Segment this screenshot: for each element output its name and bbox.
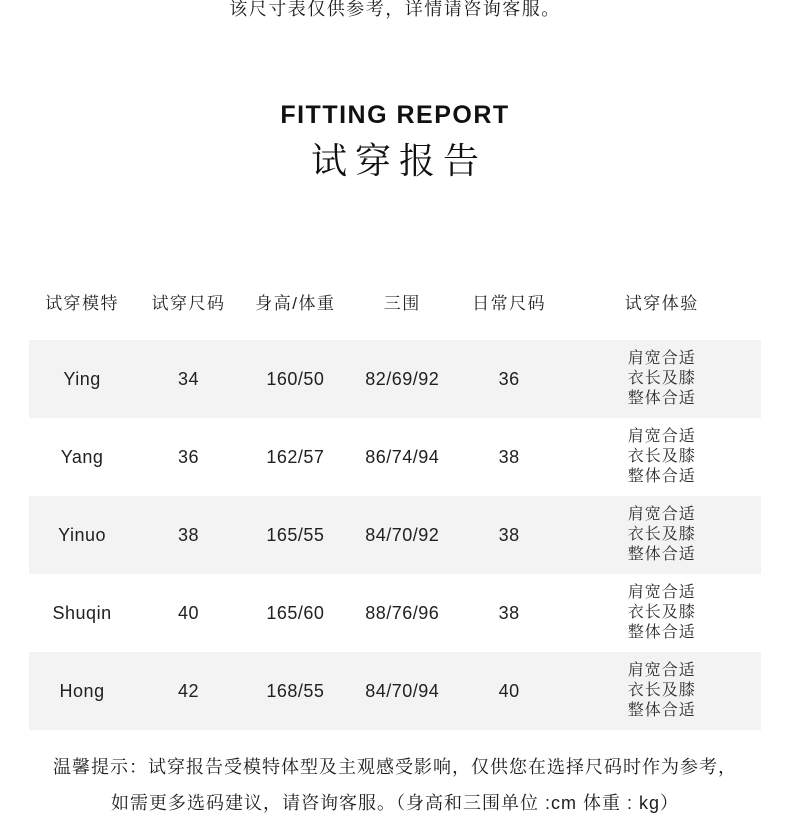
cell-model: Shuqin [52,602,112,623]
cell-model: Hong [59,680,105,701]
table-row [29,574,761,652]
experience-line: 整体合适 [627,546,696,563]
cell-daily-size: 38 [498,602,520,623]
cell-experience [563,427,761,487]
table-header-row [29,281,761,321]
table-row [29,652,761,730]
cell-height-weight: 160/50 [266,368,325,389]
cell-measurements: 84/70/92 [365,524,440,545]
column-header-size: 试穿尺码 [151,293,226,313]
experience-line: 衣长及膝 [627,682,696,699]
cell-size: 40 [178,602,200,623]
cell-model: Yinuo [58,524,106,545]
experience-line: 衣长及膝 [627,370,696,387]
table-row [29,340,761,418]
fitting-table [29,281,761,730]
cell-measurements: 86/74/94 [365,446,440,467]
cell-experience [563,661,761,721]
experience-line: 肩宽合适 [627,506,696,523]
size-chart-disclaimer: 该尺寸表仅供参考，详情请咨询客服。 [229,0,561,19]
cell-daily-size: 38 [498,524,520,545]
column-header-model: 试穿模特 [45,293,120,313]
experience-line: 肩宽合适 [627,428,696,445]
cell-size: 34 [178,368,200,389]
cell-daily-size: 36 [498,368,520,389]
experience-line: 肩宽合适 [627,662,696,679]
cell-height-weight: 165/60 [266,602,325,623]
footer-tip-line2: 如需更多选码建议，请咨询客服。（身高和三围单位 :cm 体重 : kg） [110,793,679,813]
column-header-experience: 试穿体验 [624,293,699,313]
experience-line: 肩宽合适 [627,584,696,601]
cell-height-weight: 168/55 [266,680,325,701]
column-header-height-weight: 身高/体重 [255,293,336,313]
column-header-measurements: 三围 [383,293,421,313]
experience-line: 衣长及膝 [627,604,696,621]
cell-model: Ying [63,368,101,389]
experience-line: 衣长及膝 [627,526,696,543]
cell-size: 38 [178,524,200,545]
cell-model: Yang [60,446,104,467]
experience-line: 整体合适 [627,702,696,719]
table-row [29,496,761,574]
experience-line: 肩宽合适 [627,350,696,367]
experience-line: 整体合适 [627,390,696,407]
cell-experience [563,505,761,565]
page-title-cn: 试穿报告 [310,140,487,181]
footer-tip-line1: 温馨提示：试穿报告受模特体型及主观感受影响，仅供您在选择尺码时作为参考， [53,757,737,777]
cell-size: 42 [178,680,200,701]
experience-line: 衣长及膝 [627,448,696,465]
cell-size: 36 [178,446,200,467]
cell-measurements: 88/76/96 [365,602,440,623]
cell-daily-size: 38 [498,446,520,467]
cell-height-weight: 165/55 [266,524,325,545]
experience-line: 整体合适 [627,624,696,641]
cell-daily-size: 40 [498,680,520,701]
page-title-en: FITTING REPORT [280,101,510,129]
experience-line: 整体合适 [627,468,696,485]
footer-tips [0,756,790,814]
cell-height-weight: 162/57 [266,446,325,467]
cell-measurements: 84/70/94 [365,680,440,701]
table-row [29,418,761,496]
cell-experience [563,583,761,643]
column-header-daily-size: 日常尺码 [472,293,547,313]
cell-experience [563,349,761,409]
cell-measurements: 82/69/92 [365,368,440,389]
